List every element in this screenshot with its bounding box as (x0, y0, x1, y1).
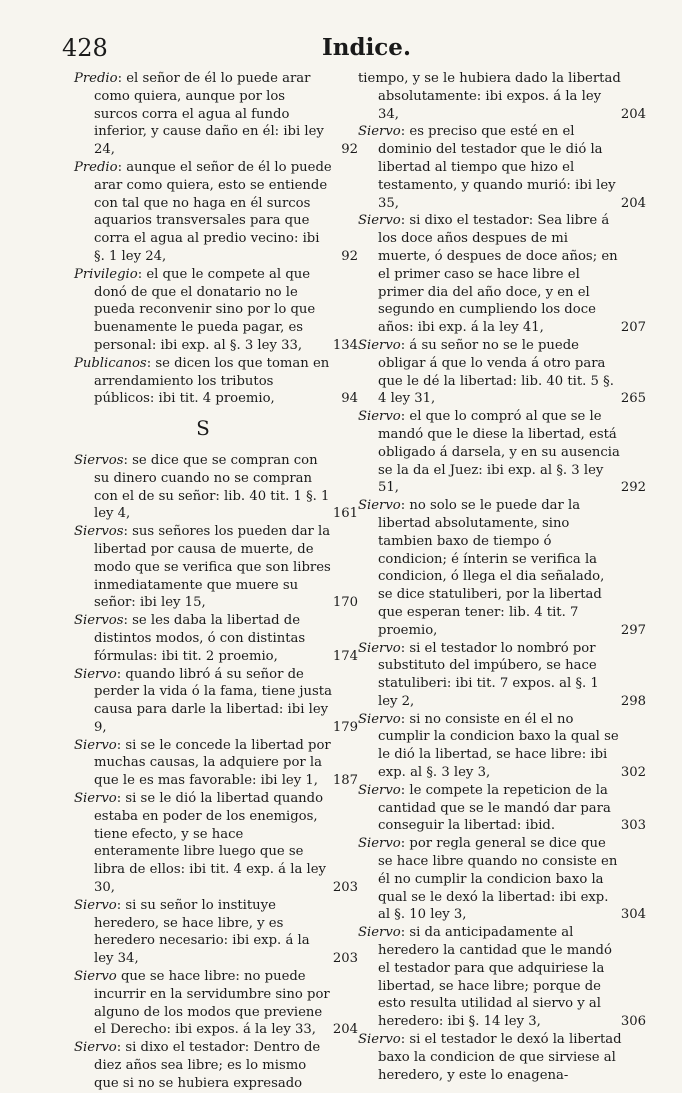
index-entry (358, 782, 646, 835)
index-entry (358, 640, 646, 711)
entry-page: 203 (332, 951, 358, 967)
entry-page: 204 (620, 195, 646, 211)
entry-term: Siervo (358, 498, 401, 514)
entry-page: 207 (620, 320, 646, 336)
entry-term: Siervo (358, 711, 401, 727)
entry-text: : le compete la repeticion de la cantidad que se le mandó dar para conseguir la libertad: ibid. (378, 782, 611, 834)
entry-page: 179 (332, 719, 358, 735)
index-entry (358, 924, 646, 1031)
index-entry (74, 523, 358, 612)
entry-term: Siervo (358, 1032, 401, 1048)
entry-page: 174 (332, 648, 358, 664)
index-entry (74, 612, 358, 665)
index-entry (74, 159, 358, 266)
entry-text: : si el testador lo nombró por substituto del impúbero, se hace statuliberi: ibi tit. 7 expos. al §. 1 ley 2, (378, 640, 599, 709)
entry-term: Siervos (74, 613, 124, 629)
index-entry (74, 355, 358, 408)
entry-text: : si no consiste en él el no cumplir la condicion baxo la qual se le dió la libertad, se hace libre: ibi exp. al §. 3 ley 3, (378, 711, 619, 781)
entry-term: Siervo (74, 1040, 117, 1056)
entry-page: 265 (620, 391, 646, 407)
entry-page: 161 (332, 506, 358, 522)
entry-text: : se les daba la libertad de distintos modos, ó con distintas fórmulas: ibi tit. 2 proemio, (94, 613, 306, 664)
entry-text: tiempo, y se le hubiera dado la libertad absolutamente: ibi expos. á la ley 34, (358, 71, 621, 122)
entry-term: Siervo (358, 124, 401, 140)
entry-term: Siervo (74, 737, 117, 753)
entry-text: : á su señor no se le puede obligar á que lo venda á otro para que le dé la libertad: lib. 40 tit. 5 §. 4 ley 31, (378, 337, 614, 407)
entry-page: 302 (620, 765, 646, 781)
entry-page: 297 (620, 622, 646, 638)
left-column (74, 70, 358, 1093)
entry-text: : el señor de él lo puede arar como quiera, aunque por los surcos corra el agua al fundo inferior, y cause daño en él: ibi ley 24, (94, 71, 324, 158)
index-entry (358, 711, 646, 782)
entry-text: : es preciso que esté en el dominio del testador que le dió la libertad al tiempo que hizo el testamento, y quando murió: ibi ley 35, (378, 124, 616, 211)
entry-page: 292 (620, 480, 646, 496)
entry-text: : por regla general se dice que se hace libre quando no consiste en él no cumplir la condicion baxo la qual se le dexó la libertad: ibi exp. al §. 10 ley 3, (378, 836, 618, 923)
section-letter: S (196, 416, 210, 441)
index-entry (74, 70, 358, 159)
entry-text: : se dice que se compran con su dinero cuando no se compran con el de su señor: lib. 40 tit. 1 §. 1 ley 4, (94, 452, 330, 522)
index-entry (74, 897, 358, 968)
entry-text: : el que le compete al que donó de que el donatario no le pueda reconvenir sino por lo que buenamente le pueda pagar, es personal: ibi exp. al §. 3 ley 33, (94, 266, 316, 353)
entry-text: : el que lo compró al que se le mandó que le diese la libertad, está obligado á darsela, y en su ausencia se la da el Juez: ibi exp. al §. 3 ley 51, (378, 409, 620, 496)
entry-text: : si da anticipadamente al heredero la cantidad que le mandó el testador para que adquiriese la libertad, se hace libre; porque de esto resulta utilidad al siervo y al heredero: ibi §. 14 ley 3, (378, 925, 612, 1030)
entry-term: Siervos (74, 452, 124, 468)
entry-term: Siervo (358, 925, 401, 941)
index-entry (358, 835, 646, 924)
entry-term: Siervo (358, 836, 401, 852)
entry-term: Siervo (74, 666, 117, 682)
index-entry (358, 123, 646, 212)
entry-page: 303 (620, 818, 646, 834)
entry-text: : si el testador le dexó la libertad baxo la condicion de que sirviese al heredero, y este lo enagena- (378, 1032, 622, 1083)
entry-text: : si se le dió la libertad quando estaba en poder de los enemigos, tiene efecto, y se hace enteramente libre luego que se libra de ellos: ibi tit. 4 exp. á la ley 30, (94, 791, 326, 896)
entry-page: 298 (620, 693, 646, 709)
entry-text: : sus señores los pueden dar la libertad por causa de muerte, de modo que se verifica que son libres inmediatamente que muere su señor: ibi ley 15, (94, 524, 331, 611)
entry-text: que se hace libre: no puede incurrir en la servidumbre sino por alguno de los modos que previene el Derecho: ibi expos. á la ley 33, (94, 969, 330, 1038)
entry-term: Predio (74, 71, 118, 86)
entry-text: : si dixo el testador: Sea libre á los doce años despues de mi muerte, ó despues de doce años; en el primer caso se hace libre el primer dia del año doce, y en el segundo en cumpliendo los doce años: ibi exp. á la ley 41, (378, 213, 618, 336)
entry-page: 204 (332, 1022, 358, 1038)
entry-text: : si su señor lo instituye heredero, se hace libre, y es heredero necesario: ibi exp. á la ley 34, (94, 897, 310, 967)
entry-term: Siervo (358, 337, 401, 353)
entry-page: 304 (620, 907, 646, 923)
entry-term: Siervo (358, 213, 401, 229)
entry-term: Siervos (74, 524, 124, 540)
entry-term: Predio (74, 159, 118, 175)
entry-term: Privilegio (74, 266, 138, 282)
entry-text: : aunque el señor de él lo puede arar como quiera, esto se entiende con tal que no haga en él surcos aquarios transversales para que corra el agua al predio vecino: ibi §. 1 ley 24, (94, 159, 332, 264)
entry-term: Siervo (358, 640, 401, 656)
index-entry (358, 497, 646, 639)
index-entry (358, 1031, 622, 1084)
index-entry (358, 408, 646, 497)
entry-text: : se dicen los que toman en arrendamiento los tributos públicos: ibi tit. 4 proemio, (94, 355, 330, 407)
entry-page: 92 (341, 142, 358, 158)
index-entry (74, 737, 358, 790)
entry-page: 187 (332, 773, 358, 789)
entry-term: Siervo (358, 409, 401, 425)
entry-term: Siervo (74, 897, 117, 913)
entry-term: Siervo (358, 782, 401, 798)
entry-page: 134 (332, 337, 358, 353)
index-entry (74, 968, 358, 1039)
index-entry (74, 266, 358, 355)
entry-page: 306 (620, 1014, 646, 1030)
running-title: Indice. (322, 34, 411, 61)
index-entry (74, 790, 358, 897)
entry-page: 170 (332, 595, 358, 611)
entry-page: 92 (341, 248, 358, 264)
entry-page: 204 (620, 106, 646, 122)
right-column (358, 70, 646, 1084)
entry-text: : si dixo el testador: Dentro de diez años sea libre; es lo mismo que si no se hubiera expresado (94, 1040, 321, 1091)
entry-text: : no solo se le puede dar la libertad absolutamente, sino tambien baxo de tiempo ó condicion; é ínterin se verifica la condicion, ó llega el dia señalado, se dice statuliberi, por la libertad que esperan tener: lib. 4 tit. 7 proemio, (378, 498, 605, 638)
page-number: 428 (62, 34, 108, 62)
entry-text: : si se le concede la libertad por muchas causas, la adquiere por la que le es mas favorable: ibi ley 1, (94, 737, 331, 789)
entry-term: Publicanos (74, 355, 147, 371)
entry-term: Siervo (74, 969, 117, 985)
index-entry (358, 70, 646, 123)
index-entry (74, 1039, 332, 1092)
index-entry (358, 212, 646, 337)
index-entry (74, 666, 358, 737)
entry-page: 203 (332, 880, 358, 896)
index-entry (74, 452, 358, 523)
entry-term: Siervo (74, 791, 117, 807)
index-entry (358, 337, 646, 408)
entry-text: : quando libró á su señor de perder la vida ó la fama, tiene justa causa para darle la libertad: ibi ley 9, (94, 666, 332, 735)
entry-page: 94 (341, 391, 358, 407)
